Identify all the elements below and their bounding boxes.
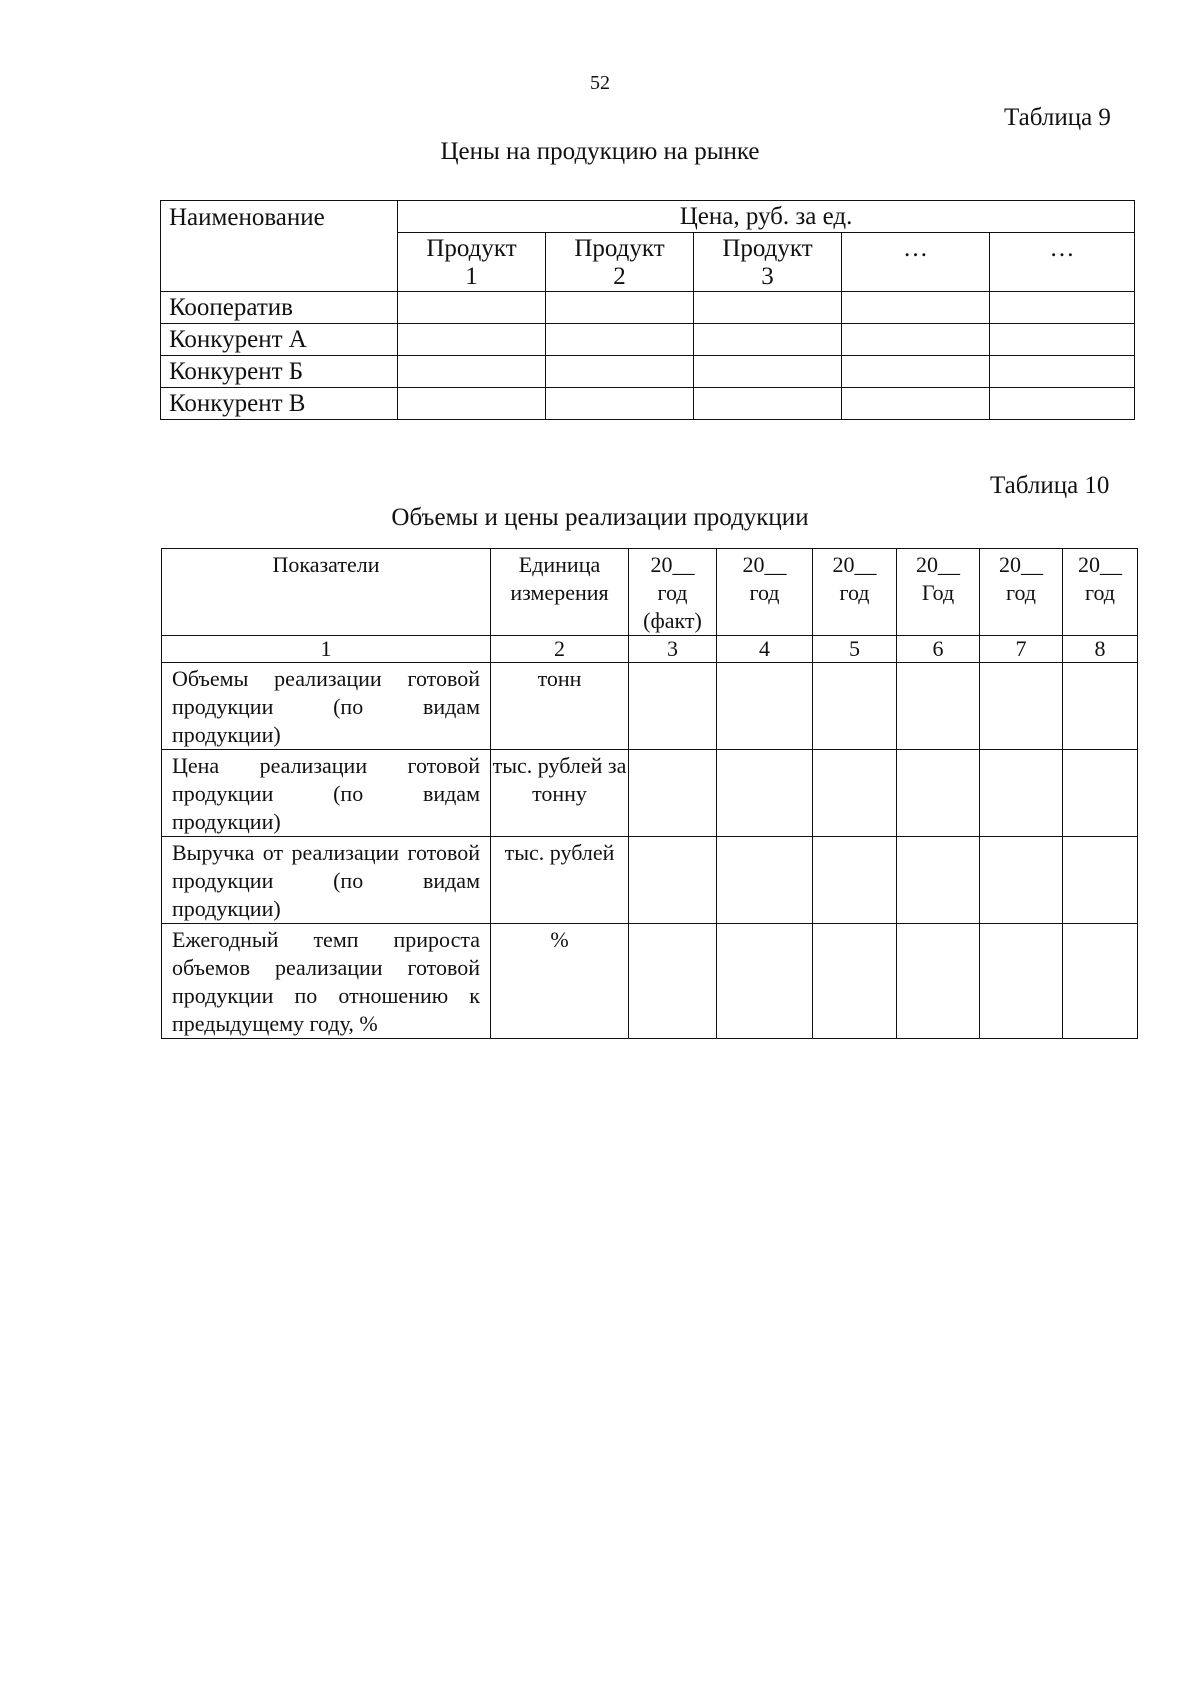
table9-cell (398, 324, 546, 356)
table9-row (161, 356, 1135, 388)
product-header-number: 3 (761, 263, 774, 290)
table9-product-header (546, 233, 694, 292)
table9-label: Таблица 9 (1004, 104, 1111, 131)
table9-row-name: Кооператив (161, 292, 398, 324)
table10-cell (629, 663, 717, 750)
table10-column-number: 1 (162, 636, 491, 663)
product-header-number: 1 (465, 263, 478, 290)
table10-cell (1063, 837, 1138, 924)
table9-row-name: Конкурент В (161, 388, 398, 420)
table9-cell (990, 356, 1135, 388)
unit-header-line: Единица (518, 552, 601, 577)
table10-column-number: 5 (813, 636, 897, 663)
year-word: год (1005, 580, 1037, 605)
table9-row (161, 388, 1135, 420)
table10-cell (813, 663, 897, 750)
table10-year-header (813, 549, 897, 636)
table10-cell (629, 837, 717, 924)
product-header-word: Продукт (426, 235, 517, 262)
table10-indicator-header: Показатели (162, 549, 491, 636)
page-number: 52 (590, 72, 610, 94)
product-header-ellipsis: … (903, 235, 928, 262)
table9-row-name: Конкурент А (161, 324, 398, 356)
table10-cell (1063, 750, 1138, 837)
table10-cell (813, 837, 897, 924)
table9-cell (546, 292, 694, 324)
table10-cell (629, 924, 717, 1039)
table10-year-header (897, 549, 980, 636)
table10-cell (717, 924, 813, 1039)
table9-cell (842, 388, 990, 420)
table10-unit: % (491, 924, 629, 1039)
table9-cell (398, 388, 546, 420)
table10-column-number: 8 (1063, 636, 1138, 663)
table9-row (161, 324, 1135, 356)
table10-unit-header (491, 549, 629, 636)
table10-year-header (629, 549, 717, 636)
table10-cell (897, 750, 980, 837)
year-value: 20__ (742, 552, 787, 577)
table9-price-header: Цена, руб. за ед. (398, 201, 1135, 233)
table10-cell (980, 924, 1063, 1039)
table10-indicator: Ежегодный темп прироста объемов реализации готовой продукции по отношению к предыдущему году, % (162, 924, 491, 1039)
table10-column-number: 6 (897, 636, 980, 663)
table10-cell (897, 924, 980, 1039)
table10-unit: тыс. рублей за тонну (491, 750, 629, 837)
table10-year-header (980, 549, 1063, 636)
table10-row (162, 750, 1138, 837)
year-value: 20__ (832, 552, 877, 577)
table9-name-header: Наименование (161, 201, 398, 292)
product-header-word: Продукт (574, 235, 665, 262)
table9-title: Цены на продукцию на рынке (440, 138, 760, 165)
table9-product-header (398, 233, 546, 292)
table10-cell (897, 663, 980, 750)
table10-column-number: 2 (491, 636, 629, 663)
table10-year-header (1063, 549, 1138, 636)
table10-unit: тыс. рублей (491, 837, 629, 924)
table10-cell (980, 837, 1063, 924)
table10-cell (1063, 663, 1138, 750)
table10-indicator: Цена реализации готовой продукции (по видам продукции) (162, 750, 491, 837)
year-value: 20__ (999, 552, 1043, 577)
year-value: 20__ (916, 552, 960, 577)
table9-cell (990, 388, 1135, 420)
product-header-number: 2 (613, 263, 626, 290)
table9-product-header (990, 233, 1135, 292)
table10-cell (813, 750, 897, 837)
year-value: 20__ (650, 552, 695, 577)
table9-product-header (694, 233, 842, 292)
table10-sales (161, 548, 1138, 1039)
table9-cell (546, 388, 694, 420)
year-word: Год (921, 580, 955, 605)
table9-cell (842, 356, 990, 388)
table10-column-number: 4 (717, 636, 813, 663)
year-extra: (факт) (643, 608, 702, 633)
table9-cell (398, 292, 546, 324)
year-word: год (1084, 580, 1116, 605)
table9-cell (546, 324, 694, 356)
product-header-word: Продукт (722, 235, 813, 262)
table9-cell (694, 292, 842, 324)
table9-cell (842, 324, 990, 356)
table10-cell (717, 750, 813, 837)
product-header-ellipsis: … (1049, 235, 1075, 262)
table9-cell (546, 356, 694, 388)
table9-cell (842, 292, 990, 324)
table9-row-name: Конкурент Б (161, 356, 398, 388)
table10-row (162, 924, 1138, 1039)
table10-cell (980, 663, 1063, 750)
table9-product-header (842, 233, 990, 292)
table10-cell (1063, 924, 1138, 1039)
table10-label: Таблица 10 (990, 472, 1110, 499)
table10-indicator: Объемы реализации готовой продукции (по видам продукции) (162, 663, 491, 750)
table9-cell (398, 356, 546, 388)
table10-cell (980, 750, 1063, 837)
table10-cell (717, 837, 813, 924)
table10-cell (897, 837, 980, 924)
table10-cell (717, 663, 813, 750)
table10-title: Объемы и цены реализации продукции (391, 504, 809, 531)
table10-year-header (717, 549, 813, 636)
table9-cell (694, 356, 842, 388)
table9-cell (990, 324, 1135, 356)
table10-unit: тонн (491, 663, 629, 750)
table10-column-number: 7 (980, 636, 1063, 663)
table9-cell (990, 292, 1135, 324)
table9-row (161, 292, 1135, 324)
year-word: год (749, 580, 780, 605)
table9-cell (694, 388, 842, 420)
table10-row (162, 837, 1138, 924)
table9-prices (160, 200, 1135, 420)
unit-header-line: измерения (510, 580, 609, 605)
table9-cell (694, 324, 842, 356)
year-value: 20__ (1078, 552, 1122, 577)
year-word: год (657, 580, 688, 605)
table10-indicator: Выручка от реализации готовой продукции (по видам продукции) (162, 837, 491, 924)
table10-column-number: 3 (629, 636, 717, 663)
table10-cell (813, 924, 897, 1039)
table10-cell (629, 750, 717, 837)
year-word: год (839, 580, 870, 605)
table10-row (162, 663, 1138, 750)
